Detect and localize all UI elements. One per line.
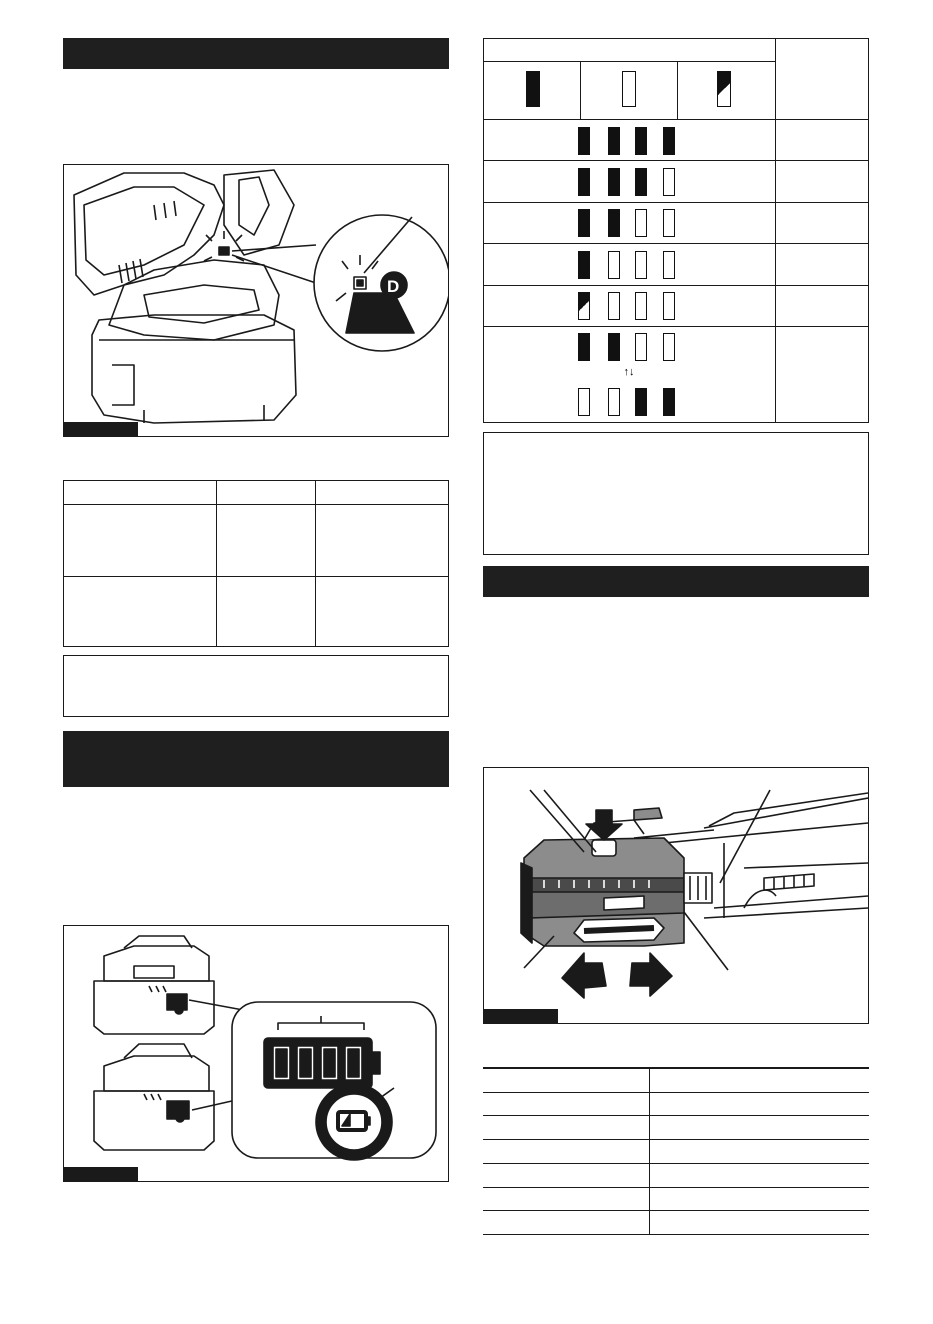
- section-header-band: [483, 566, 869, 597]
- indicator-cell-lit: [578, 127, 590, 155]
- indicator-cell-lit: [663, 388, 675, 416]
- indicator-cell-off: [608, 388, 620, 416]
- status-table: [63, 480, 449, 647]
- alternating-arrows: ↑↓: [623, 366, 635, 378]
- table-row: [483, 1115, 869, 1139]
- indicator-cell-lit: [635, 127, 647, 155]
- tool-led-callout-illustration: [64, 165, 448, 436]
- indicator-cell-lit: [608, 168, 620, 196]
- indicator-cell-lit: [635, 388, 647, 416]
- indicator-cell-lit: [578, 168, 590, 196]
- indicator-cell-off: [578, 388, 590, 416]
- table-row: [483, 1187, 869, 1210]
- figure-sliding-guide: [483, 767, 869, 1024]
- indicator-cell-lit: [608, 333, 620, 361]
- indicator-cell-off: [635, 292, 647, 320]
- section-header-band: [63, 731, 449, 787]
- figure-battery-indicator: [63, 925, 449, 1182]
- indicator-cell-off: [635, 251, 647, 279]
- table-row: [483, 1092, 869, 1115]
- note-box: [483, 432, 869, 555]
- indicator-cell-lit: [608, 209, 620, 237]
- table-row: [483, 1068, 869, 1092]
- indicator-cell-lit: [578, 251, 590, 279]
- indicator-cell-off: [608, 251, 620, 279]
- indicator-cell-off: [635, 209, 647, 237]
- indicator-cell-off: [608, 292, 620, 320]
- note-box: [63, 655, 449, 717]
- section-header-band: [63, 38, 449, 69]
- table-row: [483, 1210, 869, 1234]
- indicator-cell-off: [663, 168, 675, 196]
- figure-number-tab: [64, 1167, 138, 1181]
- figure-number-tab: [484, 1009, 558, 1023]
- indicator-cell-blinking: [578, 292, 590, 320]
- svg-text:D: D: [387, 277, 400, 296]
- figure-number-tab: [64, 422, 138, 436]
- parts-table: [483, 1067, 869, 1235]
- indicator-cell-off: [663, 333, 675, 361]
- indicator-cell-off: [635, 333, 647, 361]
- indicator-cell-off: [663, 292, 675, 320]
- battery-indicator-illustration: [64, 926, 448, 1181]
- indicator-cell-lit: [608, 127, 620, 155]
- table-row: [483, 1139, 869, 1163]
- legend-blinking-symbol: [717, 71, 731, 107]
- figure-tool-led: [63, 164, 449, 437]
- indicator-cell-lit: [635, 168, 647, 196]
- indicator-cell-lit: [663, 127, 675, 155]
- sliding-guide-illustration: [484, 768, 868, 1023]
- indicator-cell-lit: [578, 209, 590, 237]
- legend-lit-symbol: [526, 71, 540, 107]
- indicator-cell-off: [663, 251, 675, 279]
- indicator-cell-lit: [578, 333, 590, 361]
- table-row: [483, 1163, 869, 1187]
- indicator-cell-off: [663, 209, 675, 237]
